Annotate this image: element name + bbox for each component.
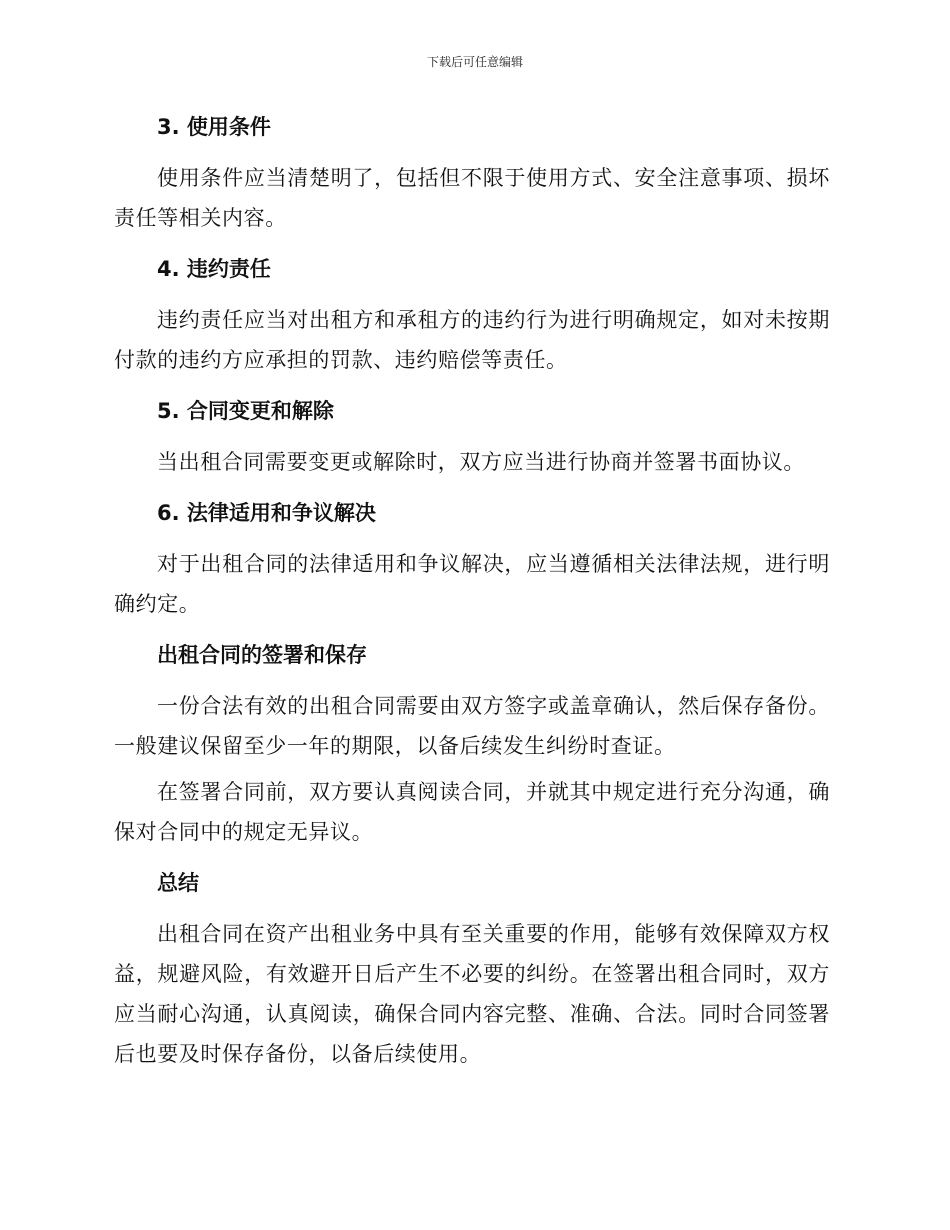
section-heading-summary: 总结 [157,871,199,895]
section-heading-signing-storage: 出租合同的签署和保存 [157,643,367,667]
section-heading-breach-liability: 4. 违约责任 [157,257,271,281]
page-header-note: 下载后可任意编辑 [426,55,523,69]
section-heading-law-dispute: 6. 法律适用和争议解决 [157,501,376,525]
section-paragraph: 当出租合同需要变更或解除时，双方应当进行协商并签署书面协议。 [157,450,805,474]
section-paragraph: 对于出租合同的法律适用和争议解决，应当遵循相关法律法规，进行明确约定。 [114,552,830,616]
section-paragraph: 在签署合同前，双方要认真阅读合同，并就其中规定进行充分沟通，确保对合同中的规定无异议。 [114,780,830,844]
section-heading-contract-change: 5. 合同变更和解除 [157,399,334,423]
section-paragraph: 出租合同在资产出租业务中具有至关重要的作用，能够有效保障双方权益，规避风险，有效避开日后产生不必要的纠纷。在签署出租合同时，双方应当耐心沟通，认真阅读，确保合同内容完整、准确、合法。同时合同签署后也要及时保存备份，以备后续使用。 [114,922,830,1066]
document-body [114,112,830,1074]
section-paragraph: 一份合法有效的出租合同需要由双方签字或盖章确认，然后保存备份。一般建议保留至少一年的期限，以备后续发生纠纷时查证。 [114,694,830,758]
section-paragraph: 使用条件应当清楚明了，包括但不限于使用方式、安全注意事项、损坏责任等相关内容。 [114,166,830,230]
section-heading-usage-conditions: 3. 使用条件 [157,115,271,139]
section-paragraph: 违约责任应当对出租方和承租方的违约行为进行明确规定，如对未按期付款的违约方应承担的罚款、违约赔偿等责任。 [114,308,830,372]
